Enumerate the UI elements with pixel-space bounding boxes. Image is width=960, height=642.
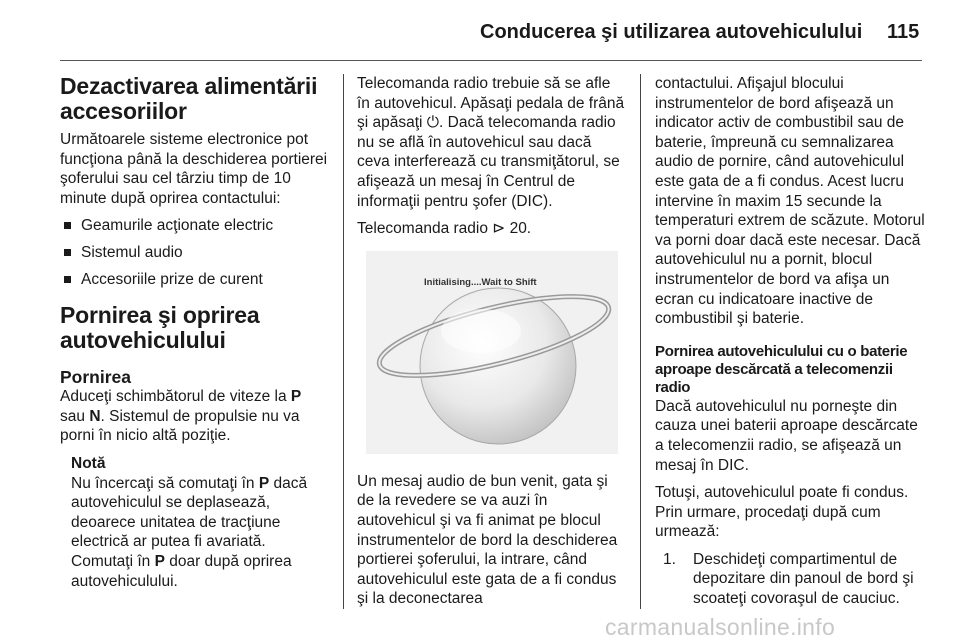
welcome-audio-paragraph: Un mesaj audio de bun venit, gata şi de la revedere se va auzi în autovehicul şi va fi animat pe blocul instrumentelor de bord la deschiderea portierei şoferului, la intrare, când autovehiculul este gata de a fi condus şi la deconectarea	[357, 472, 618, 608]
intro-paragraph: Următoarele sisteme electronice pot funcţiona până la deschiderea portierei şoferului sau cel târziu timp de 10 minute după oprirea contactului:	[60, 131, 328, 207]
display-paragraph: contactului. Afişajul blocului instrumentelor de bord afişează un indicator activ de combustibil sau de baterie, împreună cu semnalizarea audio de pornire, când autovehiculul este gata de a fi condus. Acest lucru intervine în maxim 15 secunde la temperaturi extrem de scăzute. Motorul va porni doar dacă este necesar. Dacă autovehiculul nu a pornit, blocul instrumentelor de bord va afişa un ecran cu indicatoare inactive de combustibil şi baterie.	[655, 75, 925, 328]
low-battery-paragraph: Dacă autovehiculul nu porneşte din cauza unei baterii aproape descărcate a telecomenzii radio, se afişează un mesaj în DIC.	[655, 397, 918, 474]
subheading-starting: Pornirea	[60, 367, 131, 388]
section-heading-accessory-power: Dezactivarea alimentării accesoriilor	[60, 73, 318, 124]
list-item: 1. Deschideţi compartimentul de depozitare din panoul de bord şi scoateţi covoraşul de cauciuc.	[663, 550, 914, 608]
list-item: Geamurile acţionate electric	[60, 216, 330, 236]
list-item: Sistemul audio	[60, 243, 330, 263]
column-2	[357, 74, 627, 617]
watermark-text: carmanualsonline.info	[605, 614, 836, 640]
section-heading-start-stop: Pornirea şi oprirea autovehiculului	[60, 302, 260, 354]
instrument-display-figure	[366, 251, 618, 454]
bullet-square-icon	[64, 222, 71, 229]
globe-illustration-icon	[366, 251, 618, 454]
column-divider-1	[343, 74, 344, 609]
note-title: Notă	[71, 454, 106, 472]
starting-paragraph: Aduceţi schimbătorul de viteze la P sau N. Sistemul de propulsie nu va porni în nicio altă poziţie.	[60, 388, 302, 445]
procedure-intro: Totuşi, autovehiculul poate fi condus. Prin urmare, procedaţi după cum urmează:	[655, 484, 909, 541]
page-number: 115	[887, 21, 920, 43]
subheading-low-battery: Pornirea autovehiculului cu o baterie aproape descărcată a telecomenzii radio	[655, 342, 908, 396]
header-title: Conducerea şi utilizarea autovehiculului	[480, 21, 863, 43]
bullet-square-icon	[64, 276, 71, 283]
column-1	[60, 74, 330, 591]
remote-reference: Telecomanda radio ⊳ 20.	[357, 220, 532, 238]
column-3	[655, 74, 930, 609]
bullet-square-icon	[64, 249, 71, 256]
header-rule	[60, 60, 922, 61]
note-block	[71, 454, 330, 591]
list-item: Accesoriile prize de curent	[60, 270, 330, 290]
page-header	[0, 0, 960, 62]
remote-paragraph: Telecomanda radio trebuie să se afle în autovehicul. Apăsaţi pedala de frână şi apăsaţi ⏻. Dacă telecomanda radio nu se află în autovehicul sau dacă ceva interferează cu transmiţătorul, se afişează un mesaj în Centrul de informaţii pentru şofer (DIC).	[357, 75, 625, 210]
display-message: Initialising....Wait to Shift	[424, 276, 537, 288]
column-divider-2	[640, 74, 641, 609]
note-text: Nu încercaţi să comutaţi în P dacă autovehiculul se deplasează, deoarece unitatea de tracţiune electrică ar putea fi avariată. Comutaţi în P doar după oprirea autovehiculului.	[71, 474, 308, 590]
